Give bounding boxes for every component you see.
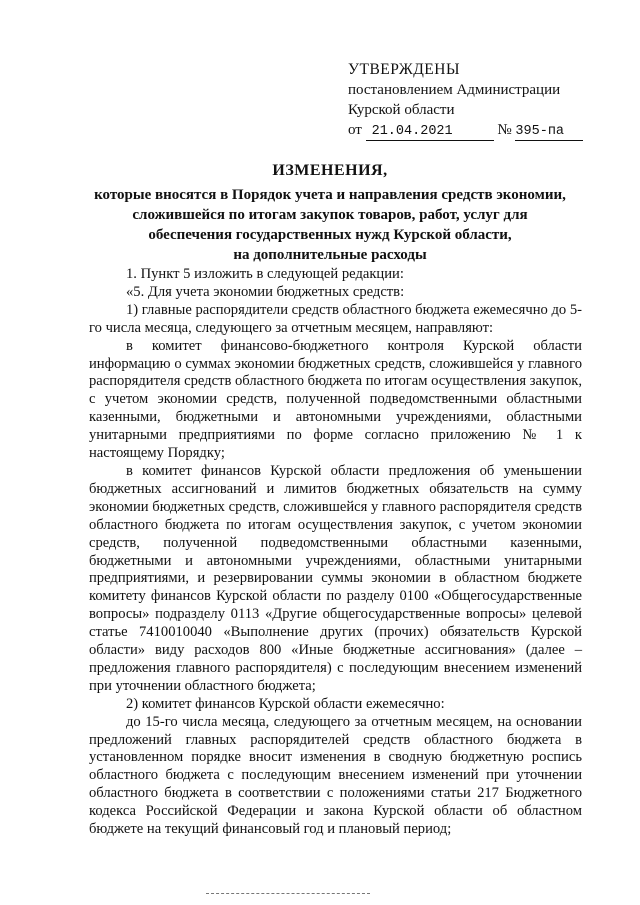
approval-title: УТВЕРЖДЕНЫ: [348, 61, 460, 78]
document-heading: [80, 161, 580, 265]
number-prefix: №: [497, 122, 512, 138]
footer-divider: [206, 893, 370, 894]
approval-line-1: постановлением Администрации: [348, 82, 561, 98]
approval-line-2: Курской области: [348, 102, 455, 118]
document-body: [89, 266, 582, 839]
paragraph-7: до 15-го числа месяца, следующего за отчетным месяцем, на основании предложений главных распорядителей средств областного бюджета в установленном порядке вносит изменения в сводную бюджетную роспись областного бюджета с последующим внесением изменений при уточнении областного бюджета в соответствии с положениями статьи 217 Бюджетного кодекса Российской Федерации и закона Курской области об областном бюджете на текущий финансовый год и плановый период;: [89, 713, 582, 838]
heading-line-4: на дополнительные расходы: [233, 247, 427, 263]
paragraph-5: в комитет финансов Курской области предложения об уменьшении бюджетных ассигнований и лимитов бюджетных обязательств на сумму экономии бюджетных средств, сложившейся у главного распорядителя средств областного бюджета по итогам осуществления закупок, с учетом экономии средств, полученной подведомственными областными казенными, бюджетными и автономными учреждениями, областными унитарными предприятиями, и резервировании суммы экономии в областном бюджете комитету финансов Курской области по разделу 0100 «Общегосударственные вопросы» подразделу 0113 «Другие общегосударственные вопросы» целевой статье 7410010040 «Выполнение других (прочих) обязательств Курской области» виду расходов 800 «Иные бюджетные ассигнования» (далее – предложения главного распорядителя) с последующим внесением изменений при уточнении областного бюджета;: [89, 462, 582, 694]
paragraph-6: 2) комитет финансов Курской области ежемесячно:: [126, 695, 445, 712]
paragraph-3: 1) главные распорядители средств областного бюджета ежемесячно до 5-го числа месяца, следующего за отчетным месяцем, направляют:: [89, 301, 582, 336]
heading-line-1: которые вносятся в Порядок учета и направления средств экономии,: [94, 187, 566, 203]
heading-line-2: сложившейся по итогам закупок товаров, работ, услуг для: [132, 207, 528, 223]
approval-date: 21.04.2021: [366, 124, 494, 141]
date-prefix: от: [348, 122, 362, 138]
approval-block: [348, 60, 598, 141]
paragraph-1: 1. Пункт 5 изложить в следующей редакции:: [126, 266, 404, 282]
heading-line-3: обеспечения государственных нужд Курской области,: [148, 227, 512, 243]
paragraph-2: «5. Для учета экономии бюджетных средств:: [126, 283, 405, 300]
paragraph-4: в комитет финансово-бюджетного контроля Курской области информацию о суммах экономии бюджетных средств, сложившейся у главного распорядителя средств областного бюджета по итогам осуществления закупок, с учетом экономии средств, полученной подведомственными областными казенными, бюджетными и автономными учреждениями, областными унитарными предприятиями по форме согласно приложению № 1 к настоящему Порядку;: [89, 337, 582, 462]
approval-number: 395-па: [515, 124, 583, 141]
heading-title: ИЗМЕНЕНИЯ,: [272, 162, 388, 179]
approval-date-row: [348, 120, 598, 141]
